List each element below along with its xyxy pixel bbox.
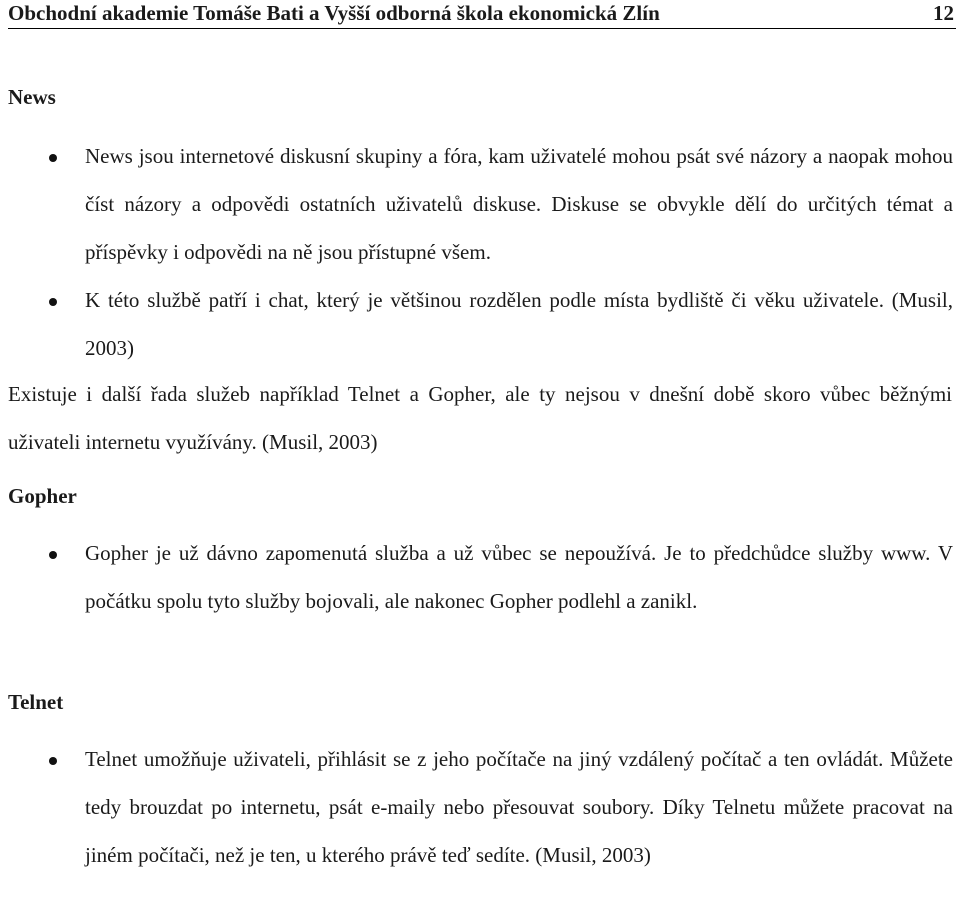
gopher-bullet-1: Gopher je už dávno zapomenutá služba a už vůbec se nepoužívá. Je to předchůdce služby www. V počátku spolu tyto služby bojovali, ale nakonec Gopher podlehl a zanikl.	[85, 541, 953, 613]
heading-news: News	[8, 85, 56, 109]
bullet-dot-icon	[49, 757, 57, 765]
bullet-dot-icon	[49, 551, 57, 559]
heading-telnet: Telnet	[8, 690, 64, 714]
news-bullet-1: News jsou internetové diskusní skupiny a fóra, kam uživatelé mohou psát své názory a naopak mohou číst názory a odpovědi ostatních uživatelů diskuse. Diskuse se obvykle dělí do určitých témat a příspěvky i odpovědi na ně jsou přístupné všem.	[85, 144, 953, 264]
telnet-bullet-1: Telnet umožňuje uživateli, přihlásit se z jeho počítače na jiný vzdálený počítač a ten ovládát. Můžete tedy brouzdat po internetu, psát e-maily nebo přesouvat soubory. Díky Telnetu můžete pracovat na jiném počítači, než je ten, u kterého právě teď sedíte. (Musil, 2003)	[85, 747, 953, 867]
heading-gopher: Gopher	[8, 484, 77, 508]
bullet-dot-icon	[49, 154, 57, 162]
page-number: 12	[933, 1, 954, 25]
intro-paragraph: Existuje i další řada služeb například Telnet a Gopher, ale ty nejsou v dnešní době skoro vůbec běžnými uživateli internetu využívány. (Musil, 2003)	[8, 382, 952, 454]
header-title: Obchodní akademie Tomáše Bati a Vyšší odborná škola ekonomická Zlín	[8, 1, 660, 25]
news-bullet-2: K této službě patří i chat, který je většinou rozdělen podle místa bydliště či věku uživatele. (Musil, 2003)	[85, 288, 953, 360]
bullet-dot-icon	[49, 298, 57, 306]
page-header	[8, 0, 956, 29]
